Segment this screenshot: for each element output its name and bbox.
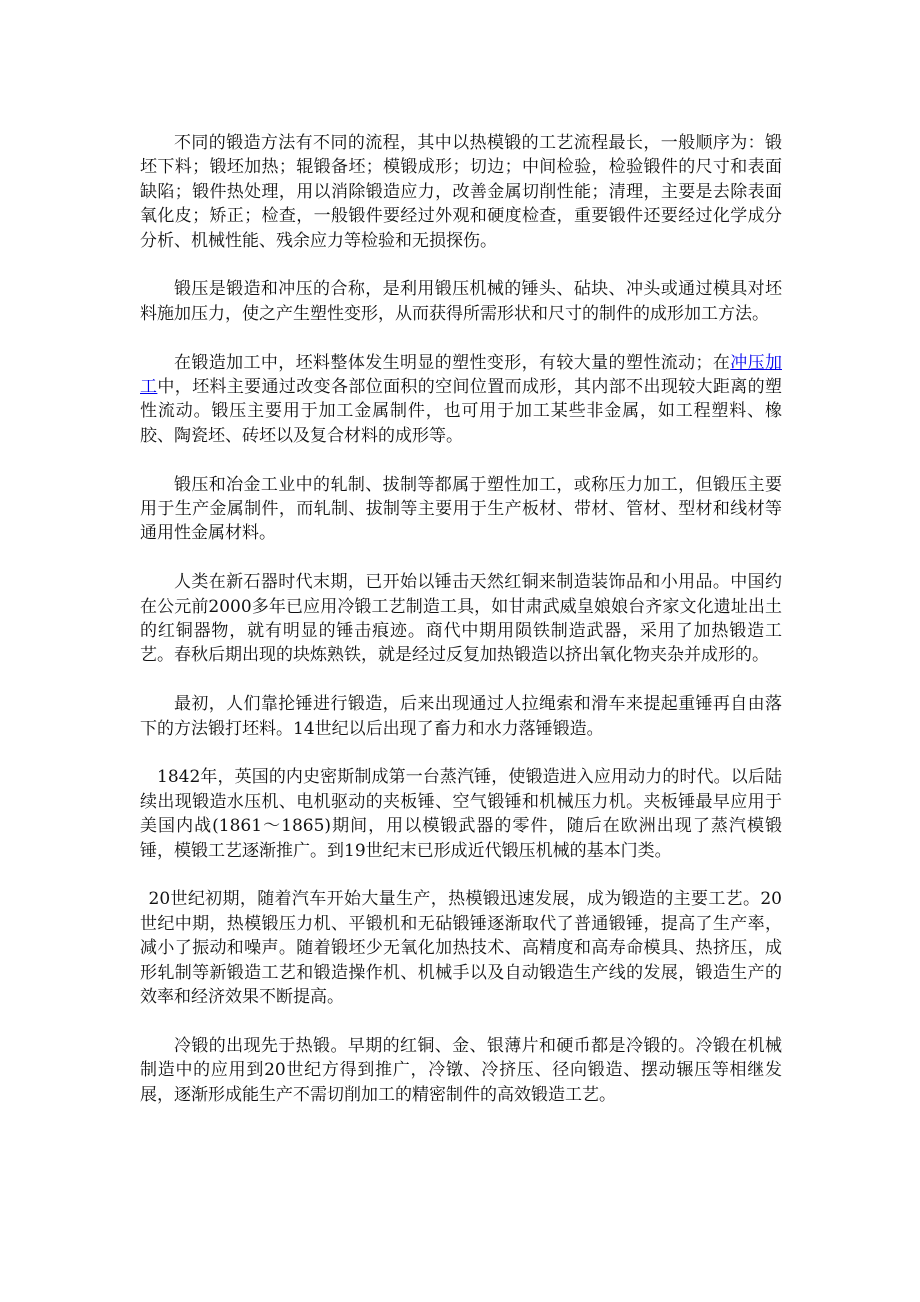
paragraph-forging-process-flow: 不同的锻造方法有不同的流程，其中以热模锻的工艺流程最长，一般顺序为：锻坯下料；锻坯加热；辊锻备坯；模锻成形；切边；中间检验，检验锻件的尺寸和表面缺陷；锻件热处理，用以消除锻造应力，改善金属切削性能；清理，主要是去除表面氧化皮；矫正；检查，一般锻件要经过外观和硬度检查，重要锻件还要经过化学成分分析、机械性能、残余应力等检验和无损探伤。 bbox=[140, 133, 782, 251]
stamping-process-link[interactable]: 冲压加工 bbox=[140, 352, 782, 398]
paragraph-forging-vs-stamping bbox=[140, 351, 782, 449]
paragraph-plastic-processing: 锻压和冶金工业中的轧制、拔制等都属于塑性加工，或称压力加工，但锻压主要用于生产金属制件，而轧制、拔制等主要用于生产板材、带材、管材、型材和线材等通用性金属材料。 bbox=[140, 474, 782, 544]
document-body bbox=[140, 131, 782, 1132]
paragraph-early-methods: 最初，人们靠抡锤进行锻造，后来出现通过人拉绳索和滑车来提起重锤再自由落下的方法锻打坯料。14世纪以后出现了畜力和水力落锤锻造。 bbox=[140, 694, 782, 739]
paragraph-text-before-link: 在锻造加工中，坯料整体发生明显的塑性变形，有较大量的塑性流动；在 bbox=[174, 352, 731, 373]
paragraph-text-after-link: 中，坯料主要通过改变各部位面积的空间位置而成形，其内部不出现较大距离的塑性流动。锻压主要用于加工金属制件，也可用于加工某些非金属，如工程塑料、橡胶、陶瓷坯、砖坯以及复合材料的成形等。 bbox=[140, 377, 783, 446]
paragraph-twentieth-century: 20世纪初期，随着汽车开始大量生产，热模锻迅速发展，成为锻造的主要工艺。20世纪中期，热模锻压力机、平锻机和无砧锻锤逐渐取代了普通锻锤，提高了生产率，减小了振动和噪声。随着锻坯少无氧化加热技术、高精度和高寿命模具、热挤压，成形轧制等新锻造工艺和锻造操作机、机械手以及自动锻造生产线的发展，锻造生产的效率和经济效果不断提高。 bbox=[140, 889, 782, 1008]
paragraph-ancient-history: 人类在新石器时代末期，已开始以锤击天然红铜来制造装饰品和小用品。中国约在公元前2000多年已应用冷锻工艺制造工具，如甘肃武威皇娘娘台齐家文化遗址出土的红铜器物，就有明显的锤击痕迹。商代中期用陨铁制造武器，采用了加热锻造工艺。春秋后期出现的块炼熟铁，就是经过反复加热锻造以挤出氧化物夹杂并成形的。 bbox=[140, 572, 782, 666]
paragraph-steam-hammer-era: 1842年，英国的内史密斯制成第一台蒸汽锤，使锻造进入应用动力的时代。以后陆续出现锻造水压机、电机驱动的夹板锤、空气锻锤和机械压力机。夹板锤最早应用于美国内战(1861～1865)期间，用以模锻武器的零件，随后在欧洲出现了蒸汽模锻锤，模锻工艺逐渐推广。到19世纪末已形成近代锻压机械的基本门类。 bbox=[140, 767, 782, 861]
paragraph-forging-definition: 锻压是锻造和冲压的合称，是利用锻压机械的锤头、砧块、冲头或通过模具对坯料施加压力，使之产生塑性变形，从而获得所需形状和尺寸的制件的成形加工方法。 bbox=[140, 279, 782, 324]
paragraph-cold-forging: 冷锻的出现先于热锻。早期的红铜、金、银薄片和硬币都是冷锻的。冷锻在机械制造中的应用到20世纪方得到推广，冷镦、冷挤压、径向锻造、摆动辗压等相继发展，逐渐形成能生产不需切削加工的精密制件的高效锻造工艺。 bbox=[140, 1035, 782, 1105]
